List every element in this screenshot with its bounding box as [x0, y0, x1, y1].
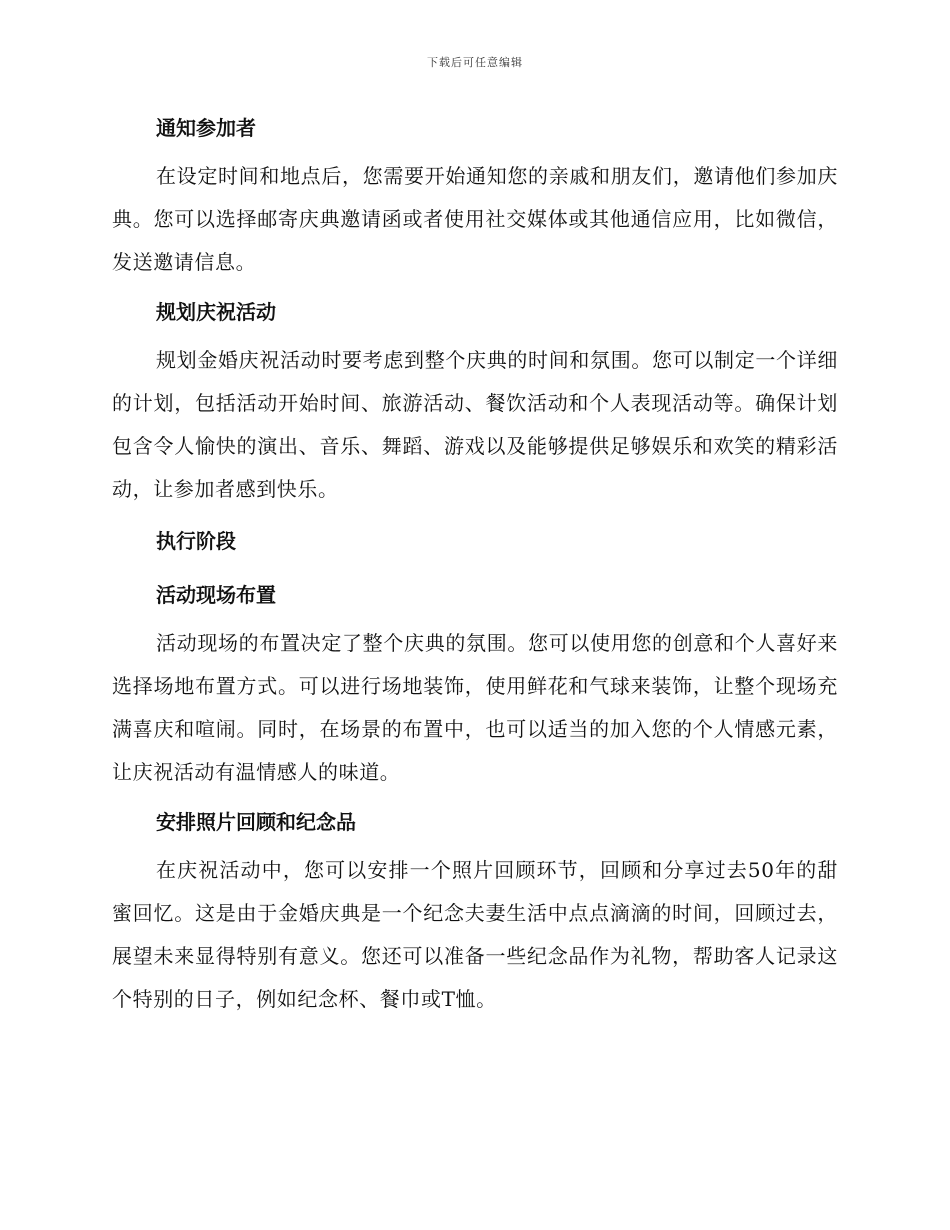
document-body	[112, 112, 838, 1021]
paragraph-photo-review-souvenirs: 在庆祝活动中，您可以安排一个照片回顾环节，回顾和分享过去50年的甜蜜回忆。这是由于金婚庆典是一个纪念夫妻生活中点点滴滴的时间，回顾过去，展望未来显得特别有意义。您还可以准备一些纪念品作为礼物，帮助客人记录这个特别的日子，例如纪念杯、餐巾或T恤。	[112, 858, 838, 1011]
section-heading-plan-activities: 规划庆祝活动	[156, 300, 276, 324]
section-heading-execution-phase: 执行阶段	[156, 529, 236, 553]
section-heading-photo-review-souvenirs: 安排照片回顾和纪念品	[156, 810, 356, 834]
paragraph-venue-setup: 活动现场的布置决定了整个庆典的氛围。您可以使用您的创意和个人喜好来选择场地布置方式。可以进行场地装饰，使用鲜花和气球来装饰，让整个现场充满喜庆和喧闹。同时，在场景的布置中，也可以适当的加入您的个人情感元素，让庆祝活动有温情感人的味道。	[112, 631, 838, 784]
paragraph-notify-participants: 在设定时间和地点后，您需要开始通知您的亲戚和朋友们，邀请他们参加庆典。您可以选择邮寄庆典邀请函或者使用社交媒体或其他通信应用，比如微信，发送邀请信息。	[112, 164, 838, 274]
section-heading-venue-setup: 活动现场布置	[156, 583, 276, 607]
section-heading-notify-participants: 通知参加者	[156, 116, 256, 140]
paragraph-plan-activities: 规划金婚庆祝活动时要考虑到整个庆典的时间和氛围。您可以制定一个详细的计划，包括活动开始时间、旅游活动、餐饮活动和个人表现活动等。确保计划包含令人愉快的演出、音乐、舞蹈、游戏以及能够提供足够娱乐和欢笑的精彩活动，让参加者感到快乐。	[112, 348, 838, 501]
page-header: 下载后可任意编辑	[427, 56, 523, 69]
